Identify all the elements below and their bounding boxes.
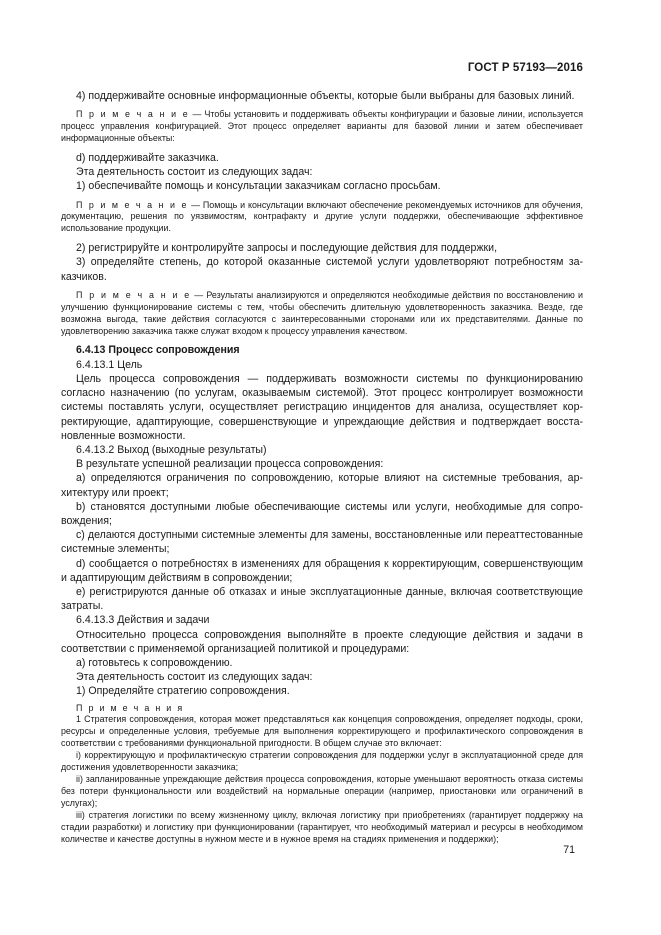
notes-label: П р и м е ч а н и я xyxy=(76,702,184,713)
subsection-heading: 6.4.13.1 Цель xyxy=(76,358,143,371)
note-label: П р и м е ч а н и е xyxy=(76,199,189,210)
standard-header: ГОСТ Р 57193—2016 xyxy=(467,62,583,74)
paragraph: Относительно процесса сопровождения выполняйте в проекте следующие действия и задачи в соответствии с применяемой организацией политикой и процедурами: xyxy=(61,628,583,655)
page-body xyxy=(61,89,583,845)
list-item: d) сообщается о потребностях в изменениях для обращения к корректирующим, совершенствующим и адаптирующим действиям в сопровождении; xyxy=(61,557,583,584)
paragraph: d) поддерживайте заказчика. xyxy=(76,151,219,164)
note-item: 1 Стратегия сопровождения, которая может представляться как концепция сопровождения, определяет подходы, сроки, ресурсы и определенные условия, требуемые для выполнения корректирующего и профилактического сопровождения в соответствии с требованиями функциональной пригодности. В общем случае это включает: xyxy=(61,714,583,749)
paragraph: 2) регистрируйте и контролируйте запросы и последующие действия для поддержки, xyxy=(76,242,498,255)
note-label: П р и м е ч а н и е xyxy=(76,289,192,300)
page-number: 71 xyxy=(563,844,575,856)
list-item: а) готовьтесь к сопровождению. xyxy=(76,656,233,669)
note-item: i) корректирующую и профилактическую стратегии сопровождения для поддержки услуг в эксплуатационной среде для достижения удовлетворенности заказчика; xyxy=(61,750,583,773)
note-text: — Помощь и консультации включают обеспечение рекомендуемых источников для обучения, документацию, решения по уязвимостям, контрафакту и другие услуги поддержки, обеспечивающие эффективное использование продукции. xyxy=(61,199,583,234)
paragraph: Эта деятельность состоит из следующих задач: xyxy=(76,671,313,684)
paragraph: 1) обеспечивайте помощь и консультации заказчикам согласно просьбам. xyxy=(76,180,441,193)
subsection-heading: 6.4.13.3 Действия и задачи xyxy=(76,614,210,627)
subsection-heading: 6.4.13.2 Выход (выходные результаты) xyxy=(76,443,267,456)
note-text: — Чтобы установить и поддерживать объекты конфигурации и базовые линии, используется процесс управления конфигурацией. Этот процесс определяет варианты для базовой линии и затем обеспечивает информационные объекты: xyxy=(61,109,584,144)
note-item: ii) запланированные упреждающие действия процесса сопровождения, которые уменьшают вероятность отказа системы без потери функциональности или воздействий на нормальные операции (например, приостановки или ограничений в услугах); xyxy=(61,774,583,808)
list-item: а) определяются ограничения по сопровождению, которые влияют на системные требования, архитектуру или проект; xyxy=(61,472,583,499)
list-item: e) регистрируются данные об отказах и иные эксплуатационные данные, включая соответствующие затраты. xyxy=(61,585,583,613)
section-heading: 6.4.13 Процесс сопровождения xyxy=(76,344,240,357)
paragraph: 4) поддерживайте основные информационные объекты, которые были выбраны для базовых линий. xyxy=(76,90,575,102)
paragraph: Цель процесса сопровождения — поддерживать возможности системы по функционированию согласно назначению (по услугам, оказываемым системой). Этот процесс контролирует возможности системы поставлять услуги, осуществляет регистрацию инцидентов для анализа, осуществляет корректирующие, адаптирующие, совершенствующие и упреждающие действия и подтверждает восстановленные возможности. xyxy=(61,372,583,442)
note-item: iii) стратегия логистики по всему жизненному циклу, включая логистику при приобретениях (гарантирует поддержку на стадии разработки) и логистику при функционировании (гарантирует, что необходимый материал и ресурсы в необходимом количестве и качестве доступны в нужном месте и в нужное время на стадиях применения и поддержки); xyxy=(61,809,583,844)
note-text: — Результаты анализируются и определяются необходимые действия по восстановлению и улучшению функционирование системы с тем, чтобы обеспечить длительную удовлетворенность заказчика. Везде, где возможна выгода, такие действия согласуются с заинтересованными сторонами или их представителями. Данные по удовлетворению заказчика также служат входом к процессу управления качеством. xyxy=(61,289,583,336)
paragraph: В результате успешной реализации процесса сопровождения: xyxy=(76,458,384,471)
note xyxy=(61,290,583,338)
note-label: П р и м е ч а н и е xyxy=(76,109,190,120)
paragraph: 3) определяйте степень, до которой оказанные системой услуги удовлетворяют потребностям заказчиков. xyxy=(61,256,583,283)
list-item: b) становятся доступными любые обеспечивающие системы или услуги, необходимые для сопровождения; xyxy=(61,500,583,527)
note xyxy=(61,109,583,145)
list-item: 1) Определяйте стратегию сопровождения. xyxy=(76,685,290,698)
note xyxy=(61,200,583,236)
list-item: c) делаются доступными системные элементы для замены, восстановленные или переаттестованные системные элементы; xyxy=(61,529,583,556)
paragraph: Эта деятельность состоит из следующих задач: xyxy=(76,166,313,179)
